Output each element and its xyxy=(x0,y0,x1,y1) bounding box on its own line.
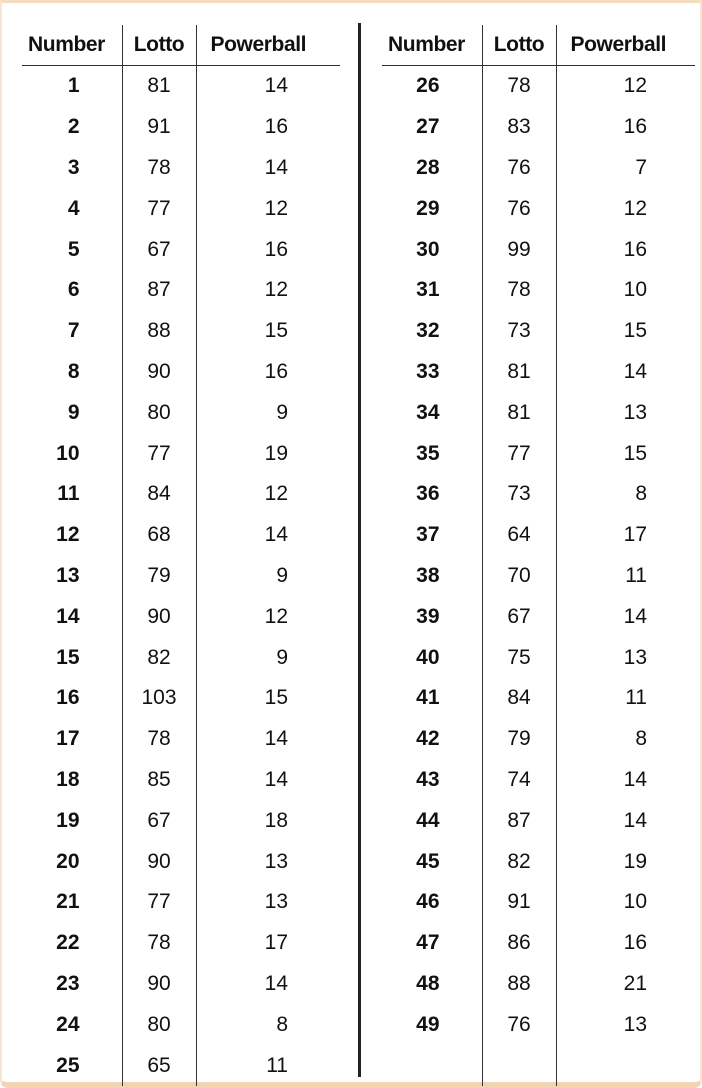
cell-powerball: 14 xyxy=(264,971,288,995)
cell-powerball: 17 xyxy=(623,523,647,547)
cell-powerball: 13 xyxy=(264,849,288,873)
header-powerball: Powerball xyxy=(196,25,340,66)
cell-lotto: 91 xyxy=(122,107,196,148)
cell-number: 6 xyxy=(67,278,80,302)
cell-lotto: 84 xyxy=(122,474,196,515)
cell-number: 36 xyxy=(416,482,440,506)
cell-lotto: 103 xyxy=(122,678,196,719)
cell-powerball: 16 xyxy=(623,237,647,261)
cell-lotto: 77 xyxy=(122,188,196,229)
table-row xyxy=(22,392,340,433)
cell-powerball: 18 xyxy=(264,808,288,832)
cell-lotto: 91 xyxy=(482,882,556,923)
cell-lotto: 73 xyxy=(482,474,556,515)
cell-lotto: 88 xyxy=(122,311,196,352)
table-left-half xyxy=(22,25,340,1086)
table-row xyxy=(22,66,340,107)
cell-number: 24 xyxy=(56,1012,80,1036)
cell-number: 19 xyxy=(56,808,80,832)
cell-lotto: 87 xyxy=(482,800,556,841)
cell-powerball: 13 xyxy=(264,890,288,914)
cell-powerball: 12 xyxy=(264,604,288,628)
cell-powerball: 14 xyxy=(264,727,288,751)
cell-powerball: 8 xyxy=(635,727,647,751)
cell-number: 20 xyxy=(56,849,80,873)
cell-powerball: 7 xyxy=(635,155,647,179)
cell-number: 28 xyxy=(416,155,440,179)
cell-number: 43 xyxy=(416,767,440,791)
cell-number: 32 xyxy=(416,319,440,343)
cell-powerball: 11 xyxy=(625,686,647,710)
cell-powerball: 21 xyxy=(623,971,647,995)
cell-lotto: 79 xyxy=(122,556,196,597)
table-row xyxy=(22,964,340,1005)
cell-number: 45 xyxy=(416,849,440,873)
cell-lotto: 90 xyxy=(122,596,196,637)
cell-powerball: 9 xyxy=(276,400,288,424)
cell-lotto: 90 xyxy=(122,352,196,393)
cell-powerball: 15 xyxy=(623,441,647,465)
cell-lotto: 70 xyxy=(482,556,556,597)
cell-powerball: 14 xyxy=(264,74,288,98)
cell-lotto: 73 xyxy=(482,311,556,352)
cell-number: 46 xyxy=(416,890,440,914)
cell-number: 42 xyxy=(416,727,440,751)
cell-lotto: 65 xyxy=(122,1045,196,1086)
cell-lotto: 82 xyxy=(122,637,196,678)
table-row xyxy=(382,760,695,801)
cell-number: 41 xyxy=(416,686,440,710)
table-row xyxy=(382,392,695,433)
table-row xyxy=(22,841,340,882)
table-row xyxy=(382,474,695,515)
cell-number: 40 xyxy=(416,645,440,669)
cell-powerball: 10 xyxy=(623,890,647,914)
cell-number: 13 xyxy=(56,563,80,587)
table-row xyxy=(22,433,340,474)
table-row xyxy=(382,148,695,189)
cell-number: 23 xyxy=(56,971,80,995)
table-row xyxy=(22,678,340,719)
table-row xyxy=(382,188,695,229)
table-row xyxy=(382,311,695,352)
cell-powerball: 15 xyxy=(623,319,647,343)
empty-row xyxy=(382,1045,695,1086)
table-right-half xyxy=(382,25,695,1086)
cell-lotto: 80 xyxy=(122,1004,196,1045)
cell-lotto: 75 xyxy=(482,637,556,678)
cell-number: 17 xyxy=(56,727,80,751)
table-row xyxy=(382,800,695,841)
cell-number: 26 xyxy=(416,74,440,98)
cell-powerball: 16 xyxy=(264,115,288,139)
cell-lotto: 67 xyxy=(122,800,196,841)
cell-number: 44 xyxy=(416,808,440,832)
cell-number: 29 xyxy=(416,196,440,220)
empty-cell xyxy=(556,1045,695,1086)
cell-lotto: 78 xyxy=(482,66,556,107)
table-row xyxy=(22,311,340,352)
cell-powerball: 11 xyxy=(266,1053,288,1077)
cell-number: 30 xyxy=(416,237,440,261)
cell-lotto: 99 xyxy=(482,229,556,270)
cell-number: 35 xyxy=(416,441,440,465)
cell-lotto: 90 xyxy=(122,841,196,882)
cell-powerball: 16 xyxy=(264,237,288,261)
table-row xyxy=(382,882,695,923)
cell-lotto: 81 xyxy=(482,392,556,433)
table-row xyxy=(382,556,695,597)
table-row xyxy=(382,678,695,719)
cell-powerball: 11 xyxy=(625,563,647,587)
cell-powerball: 14 xyxy=(264,767,288,791)
cell-lotto: 64 xyxy=(482,515,556,556)
cell-number: 2 xyxy=(67,115,80,139)
header-row xyxy=(22,25,340,66)
header-row xyxy=(382,25,695,66)
cell-lotto: 68 xyxy=(122,515,196,556)
cell-lotto: 79 xyxy=(482,719,556,760)
cell-lotto: 87 xyxy=(122,270,196,311)
cell-number: 11 xyxy=(57,482,80,506)
cell-lotto: 67 xyxy=(482,596,556,637)
cell-powerball: 16 xyxy=(623,115,647,139)
table-row xyxy=(382,841,695,882)
header-number: Number xyxy=(22,25,122,66)
cell-lotto: 83 xyxy=(482,107,556,148)
cell-lotto: 88 xyxy=(482,964,556,1005)
cell-number: 22 xyxy=(56,931,80,955)
cell-number: 39 xyxy=(416,604,440,628)
table-row xyxy=(382,433,695,474)
table-row xyxy=(382,229,695,270)
cell-lotto: 78 xyxy=(122,923,196,964)
cell-powerball: 19 xyxy=(623,849,647,873)
cell-powerball: 9 xyxy=(276,645,288,669)
table-row xyxy=(382,637,695,678)
table-row xyxy=(382,1004,695,1045)
cell-powerball: 14 xyxy=(264,523,288,547)
table-row xyxy=(22,923,340,964)
empty-cell xyxy=(482,1045,556,1086)
cell-powerball: 13 xyxy=(623,1012,647,1036)
cell-powerball: 9 xyxy=(276,563,288,587)
cell-number: 10 xyxy=(56,441,80,465)
table-row xyxy=(22,188,340,229)
table-row xyxy=(22,882,340,923)
cell-number: 21 xyxy=(56,890,80,914)
cell-lotto: 84 xyxy=(482,678,556,719)
cell-powerball: 16 xyxy=(623,931,647,955)
cell-number: 8 xyxy=(67,359,80,383)
cell-number: 3 xyxy=(67,155,80,179)
cell-number: 5 xyxy=(67,237,80,261)
cell-number: 1 xyxy=(67,74,80,98)
empty-cell xyxy=(382,1045,482,1086)
cell-powerball: 15 xyxy=(264,319,288,343)
cell-powerball: 14 xyxy=(623,767,647,791)
table-row xyxy=(382,270,695,311)
cell-lotto: 67 xyxy=(122,229,196,270)
cell-powerball: 13 xyxy=(623,400,647,424)
cell-powerball: 12 xyxy=(623,74,647,98)
table-body-right xyxy=(382,66,695,1086)
table-row xyxy=(22,352,340,393)
cell-lotto: 78 xyxy=(482,270,556,311)
cell-lotto: 78 xyxy=(122,719,196,760)
cell-lotto: 90 xyxy=(122,964,196,1005)
table-row xyxy=(22,1004,340,1045)
table-row xyxy=(22,596,340,637)
cell-number: 31 xyxy=(416,278,440,302)
table-row xyxy=(382,107,695,148)
table-row xyxy=(22,637,340,678)
cell-lotto: 82 xyxy=(482,841,556,882)
cell-number: 27 xyxy=(416,115,440,139)
table-row xyxy=(22,556,340,597)
header-lotto: Lotto xyxy=(122,25,196,66)
cell-number: 18 xyxy=(56,767,80,791)
cell-number: 38 xyxy=(416,563,440,587)
cell-number: 12 xyxy=(56,523,80,547)
cell-powerball: 13 xyxy=(623,645,647,669)
table-row xyxy=(382,596,695,637)
cell-lotto: 77 xyxy=(122,882,196,923)
header-powerball: Powerball xyxy=(556,25,695,66)
cell-powerball: 10 xyxy=(623,278,647,302)
table-row xyxy=(22,474,340,515)
table-row xyxy=(22,229,340,270)
table-body-left xyxy=(22,66,340,1086)
cell-number: 16 xyxy=(56,686,80,710)
column-divider xyxy=(358,23,361,1077)
table-row xyxy=(22,270,340,311)
table-row xyxy=(382,515,695,556)
cell-lotto: 80 xyxy=(122,392,196,433)
cell-number: 33 xyxy=(416,359,440,383)
cell-powerball: 14 xyxy=(623,359,647,383)
cell-number: 15 xyxy=(56,645,80,669)
cell-powerball: 8 xyxy=(276,1012,288,1036)
cell-powerball: 12 xyxy=(264,482,288,506)
table-row xyxy=(22,107,340,148)
cell-number: 4 xyxy=(67,196,80,220)
cell-powerball: 12 xyxy=(264,196,288,220)
cell-lotto: 76 xyxy=(482,1004,556,1045)
cell-lotto: 81 xyxy=(482,352,556,393)
cell-powerball: 12 xyxy=(623,196,647,220)
table-row xyxy=(382,66,695,107)
cell-number: 37 xyxy=(416,523,440,547)
cell-number: 49 xyxy=(416,1012,440,1036)
header-number: Number xyxy=(382,25,482,66)
cell-lotto: 76 xyxy=(482,188,556,229)
cell-lotto: 86 xyxy=(482,923,556,964)
cell-number: 47 xyxy=(416,931,440,955)
cell-powerball: 19 xyxy=(264,441,288,465)
cell-powerball: 15 xyxy=(264,686,288,710)
table-row xyxy=(22,515,340,556)
cell-powerball: 8 xyxy=(635,482,647,506)
table-row xyxy=(22,719,340,760)
table-row xyxy=(22,1045,340,1086)
cell-powerball: 16 xyxy=(264,359,288,383)
table-row xyxy=(382,719,695,760)
header-lotto: Lotto xyxy=(482,25,556,66)
table-row xyxy=(382,352,695,393)
cell-powerball: 14 xyxy=(264,155,288,179)
cell-powerball: 17 xyxy=(264,931,288,955)
cell-number: 48 xyxy=(416,971,440,995)
table-row xyxy=(22,760,340,801)
cell-lotto: 74 xyxy=(482,760,556,801)
cell-powerball: 14 xyxy=(623,808,647,832)
cell-number: 7 xyxy=(67,319,80,343)
cell-lotto: 85 xyxy=(122,760,196,801)
cell-powerball: 14 xyxy=(623,604,647,628)
cell-number: 25 xyxy=(56,1053,80,1077)
table-row xyxy=(382,923,695,964)
cell-number: 9 xyxy=(67,400,80,424)
table-row xyxy=(382,964,695,1005)
table-row xyxy=(22,148,340,189)
cell-lotto: 81 xyxy=(122,66,196,107)
cell-lotto: 76 xyxy=(482,148,556,189)
cell-powerball: 12 xyxy=(264,278,288,302)
cell-lotto: 78 xyxy=(122,148,196,189)
cell-number: 14 xyxy=(56,604,80,628)
cell-number: 34 xyxy=(416,400,440,424)
table-row xyxy=(22,800,340,841)
cell-lotto: 77 xyxy=(122,433,196,474)
cell-lotto: 77 xyxy=(482,433,556,474)
